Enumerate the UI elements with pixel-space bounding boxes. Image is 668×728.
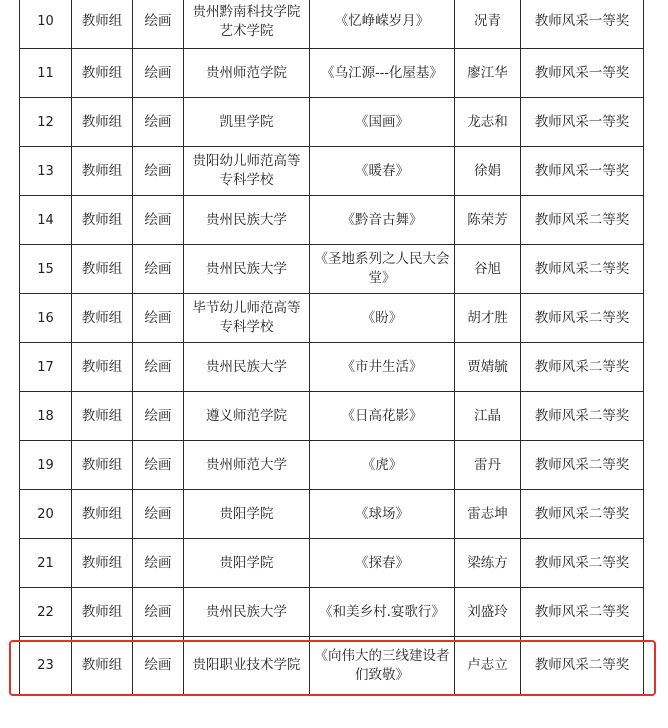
- row-number: 14: [20, 196, 72, 245]
- row-number: 15: [20, 245, 72, 294]
- category-cell: 绘画: [133, 98, 184, 147]
- school-cell: 贵州黔南科技学院艺术学院: [184, 0, 310, 49]
- work-title-cell: 《球场》: [310, 490, 455, 539]
- school-cell: 贵阳幼儿师范高等专科学校: [184, 147, 310, 196]
- work-title-cell: 《乌江源---化屋基》: [310, 49, 455, 98]
- highlight-box: [9, 640, 656, 696]
- awards-table: [19, 0, 644, 695]
- group-cell: 教师组: [72, 147, 133, 196]
- work-title-cell: 《向伟大的三线建设者们致敬》: [310, 637, 455, 695]
- row-number: 20: [20, 490, 72, 539]
- category-cell: 绘画: [133, 441, 184, 490]
- work-title-cell: 《市井生活》: [310, 343, 455, 392]
- group-cell: 教师组: [72, 294, 133, 343]
- row-number: 19: [20, 441, 72, 490]
- category-cell: 绘画: [133, 147, 184, 196]
- group-cell: 教师组: [72, 588, 133, 637]
- category-cell: 绘画: [133, 392, 184, 441]
- table-row: [20, 490, 644, 539]
- work-title-cell: 《国画》: [310, 98, 455, 147]
- author-cell: 胡才胜: [455, 294, 521, 343]
- school-cell: 贵州民族大学: [184, 588, 310, 637]
- group-cell: 教师组: [72, 196, 133, 245]
- category-cell: 绘画: [133, 49, 184, 98]
- award-cell: 教师风采二等奖: [521, 343, 644, 392]
- table-row: [20, 196, 644, 245]
- award-cell: 教师风采一等奖: [521, 49, 644, 98]
- award-cell: 教师风采二等奖: [521, 245, 644, 294]
- award-cell: 教师风采二等奖: [521, 588, 644, 637]
- author-cell: 江晶: [455, 392, 521, 441]
- author-cell: 雷丹: [455, 441, 521, 490]
- author-cell: 卢志立: [455, 637, 521, 695]
- category-cell: 绘画: [133, 0, 184, 49]
- category-cell: 绘画: [133, 294, 184, 343]
- school-cell: 毕节幼儿师范高等专科学校: [184, 294, 310, 343]
- author-cell: 廖江华: [455, 49, 521, 98]
- group-cell: 教师组: [72, 245, 133, 294]
- category-cell: 绘画: [133, 588, 184, 637]
- author-cell: 梁练方: [455, 539, 521, 588]
- group-cell: 教师组: [72, 0, 133, 49]
- table-row: [20, 98, 644, 147]
- work-title-cell: 《盼》: [310, 294, 455, 343]
- group-cell: 教师组: [72, 441, 133, 490]
- table-row: [20, 245, 644, 294]
- school-cell: 贵阳学院: [184, 490, 310, 539]
- category-cell: 绘画: [133, 245, 184, 294]
- group-cell: 教师组: [72, 343, 133, 392]
- group-cell: 教师组: [72, 49, 133, 98]
- work-title-cell: 《日高花影》: [310, 392, 455, 441]
- table-row: [20, 0, 644, 49]
- table-row: [20, 539, 644, 588]
- category-cell: 绘画: [133, 196, 184, 245]
- table-row: [20, 441, 644, 490]
- work-title-cell: 《暖春》: [310, 147, 455, 196]
- author-cell: 龙志和: [455, 98, 521, 147]
- group-cell: 教师组: [72, 392, 133, 441]
- award-cell: 教师风采二等奖: [521, 392, 644, 441]
- row-number: 21: [20, 539, 72, 588]
- table-row: [20, 588, 644, 637]
- category-cell: 绘画: [133, 539, 184, 588]
- group-cell: 教师组: [72, 98, 133, 147]
- group-cell: 教师组: [72, 637, 133, 695]
- award-cell: 教师风采一等奖: [521, 147, 644, 196]
- work-title-cell: 《和美乡村.宴歌行》: [310, 588, 455, 637]
- school-cell: 贵州师范学院: [184, 49, 310, 98]
- award-cell: 教师风采二等奖: [521, 294, 644, 343]
- work-title-cell: 《忆峥嵘岁月》: [310, 0, 455, 49]
- school-cell: 贵州师范大学: [184, 441, 310, 490]
- award-cell: 教师风采一等奖: [521, 0, 644, 49]
- award-cell: 教师风采二等奖: [521, 637, 644, 695]
- group-cell: 教师组: [72, 539, 133, 588]
- table-row: [20, 343, 644, 392]
- row-number: 13: [20, 147, 72, 196]
- author-cell: 贾婧毓: [455, 343, 521, 392]
- work-title-cell: 《虎》: [310, 441, 455, 490]
- row-number: 11: [20, 49, 72, 98]
- award-cell: 教师风采二等奖: [521, 490, 644, 539]
- group-cell: 教师组: [72, 490, 133, 539]
- row-number: 17: [20, 343, 72, 392]
- school-cell: 贵州民族大学: [184, 196, 310, 245]
- school-cell: 遵义师范学院: [184, 392, 310, 441]
- award-cell: 教师风采二等奖: [521, 196, 644, 245]
- author-cell: 陈荣芳: [455, 196, 521, 245]
- table-row: [20, 147, 644, 196]
- award-cell: 教师风采二等奖: [521, 539, 644, 588]
- row-number: 12: [20, 98, 72, 147]
- award-cell: 教师风采一等奖: [521, 98, 644, 147]
- table-row: [20, 49, 644, 98]
- award-cell: 教师风采二等奖: [521, 441, 644, 490]
- category-cell: 绘画: [133, 343, 184, 392]
- row-number: 22: [20, 588, 72, 637]
- school-cell: 贵州民族大学: [184, 343, 310, 392]
- work-title-cell: 《黔音古舞》: [310, 196, 455, 245]
- table-row: [20, 392, 644, 441]
- category-cell: 绘画: [133, 637, 184, 695]
- school-cell: 贵阳学院: [184, 539, 310, 588]
- work-title-cell: 《圣地系列之人民大会堂》: [310, 245, 455, 294]
- school-cell: 凯里学院: [184, 98, 310, 147]
- row-number: 18: [20, 392, 72, 441]
- row-number: 10: [20, 0, 72, 49]
- author-cell: 况青: [455, 0, 521, 49]
- school-cell: 贵阳职业技术学院: [184, 637, 310, 695]
- author-cell: 刘盛玲: [455, 588, 521, 637]
- school-cell: 贵州民族大学: [184, 245, 310, 294]
- row-number: 23: [20, 637, 72, 695]
- category-cell: 绘画: [133, 490, 184, 539]
- row-number: 16: [20, 294, 72, 343]
- work-title-cell: 《探春》: [310, 539, 455, 588]
- author-cell: 雷志坤: [455, 490, 521, 539]
- awards-table-body: [20, 0, 644, 695]
- author-cell: 徐娟: [455, 147, 521, 196]
- author-cell: 谷旭: [455, 245, 521, 294]
- table-row: [20, 294, 644, 343]
